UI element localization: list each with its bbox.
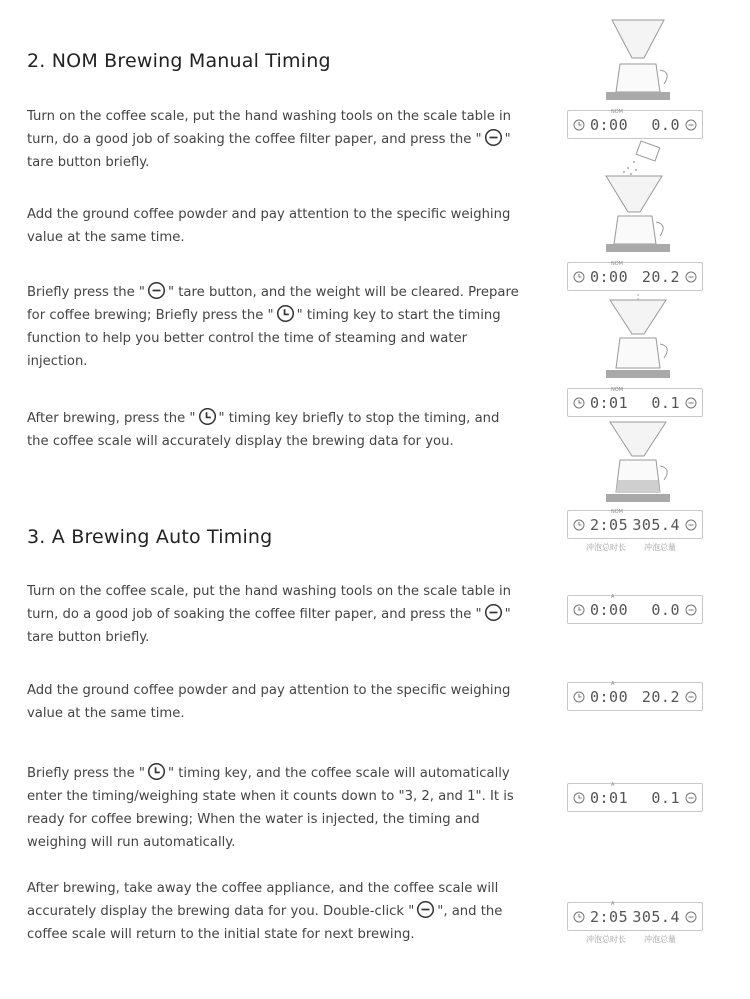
- minus-circle-icon: [685, 119, 697, 131]
- clock-icon: [573, 271, 585, 283]
- clock-icon: [573, 691, 585, 703]
- clock-icon: [573, 397, 585, 409]
- minus-circle-icon: [685, 519, 697, 531]
- clock-icon: [573, 519, 585, 531]
- caption-total-time: 冲泡总时长: [586, 543, 626, 552]
- dripper-brewing-illustration: [598, 294, 678, 380]
- tare-button-icon: [416, 900, 435, 919]
- minus-circle-icon: [685, 604, 697, 616]
- tare-button-icon: [147, 281, 166, 300]
- dripper-with-coffee-illustration: [598, 140, 678, 254]
- timer-button-icon: [198, 407, 217, 426]
- scale-display: NOM 0:01 0.1: [567, 388, 703, 417]
- minus-circle-icon: [685, 911, 697, 923]
- section-2-title: 2. NOM Brewing Manual Timing: [27, 50, 331, 72]
- clock-icon: [573, 119, 585, 131]
- section-3-step-4: After brewing, take away the coffee appliance, and the coffee scale will accurately display the brewing data for you. Double-click " ", and the coffee scale will return to the initial state for next brewing.: [27, 881, 503, 942]
- caption-total-weight: 冲泡总量: [644, 935, 676, 944]
- timer-button-icon: [147, 762, 166, 781]
- scale-display: NOM 0:00 20.2: [567, 262, 703, 291]
- dripper-finished-illustration: [598, 420, 678, 504]
- minus-circle-icon: [685, 271, 697, 283]
- scale-display: NOM 0:00 0.0: [567, 110, 703, 139]
- scale-display: A 0:01 0.1: [567, 783, 703, 812]
- clock-icon: [573, 604, 585, 616]
- tare-button-icon: [484, 603, 503, 622]
- section-3-step-2: Add the ground coffee powder and pay attention to the specific weighing value at the same time.: [27, 683, 511, 721]
- scale-display: A 0:00 0.0: [567, 595, 703, 624]
- timer-button-icon: [276, 304, 295, 323]
- clock-icon: [573, 792, 585, 804]
- caption-total-time: 冲泡总时长: [586, 935, 626, 944]
- tare-button-icon: [484, 128, 503, 147]
- clock-icon: [573, 911, 585, 923]
- section-3-step-1: Turn on the coffee scale, put the hand washing tools on the scale table in turn, do a good job of soaking the coffee filter paper, and press the " " tare button briefly.: [27, 584, 512, 645]
- minus-circle-icon: [685, 691, 697, 703]
- section-2-step-1: Turn on the coffee scale, put the hand washing tools on the scale table in turn, do a good job of soaking the coffee filter paper, and press the " " tare button briefly.: [27, 109, 512, 170]
- scale-display: A 0:00 20.2: [567, 682, 703, 711]
- minus-circle-icon: [685, 397, 697, 409]
- scale-display: NOM 2:05 305.4: [567, 510, 703, 539]
- section-3-step-3: Briefly press the " " timing key, and the coffee scale will automatically enter the timing/weighing state when it counts down to "3, 2, and 1". It is ready for coffee brewing; When the water is injected, the timing and weighing will run automatically.: [27, 762, 522, 854]
- dripper-illustration: [598, 18, 678, 102]
- caption-total-weight: 冲泡总量: [644, 543, 676, 552]
- section-3-title: 3. A Brewing Auto Timing: [27, 526, 273, 548]
- scale-display: A 2:05 305.4: [567, 902, 703, 931]
- section-2-step-4: After brewing, press the " " timing key briefly to stop the timing, and the coffee scale will accurately display the brewing data for you.: [27, 407, 522, 453]
- minus-circle-icon: [685, 792, 697, 804]
- section-2-step-2: Add the ground coffee powder and pay attention to the specific weighing value at the same time.: [27, 207, 511, 245]
- section-2-step-3: Briefly press the " " tare button, and the weight will be cleared. Prepare for coffee brewing; Briefly press the " " timing key to start the timing function to help you better control the time of steaming and water injection.: [27, 281, 522, 373]
